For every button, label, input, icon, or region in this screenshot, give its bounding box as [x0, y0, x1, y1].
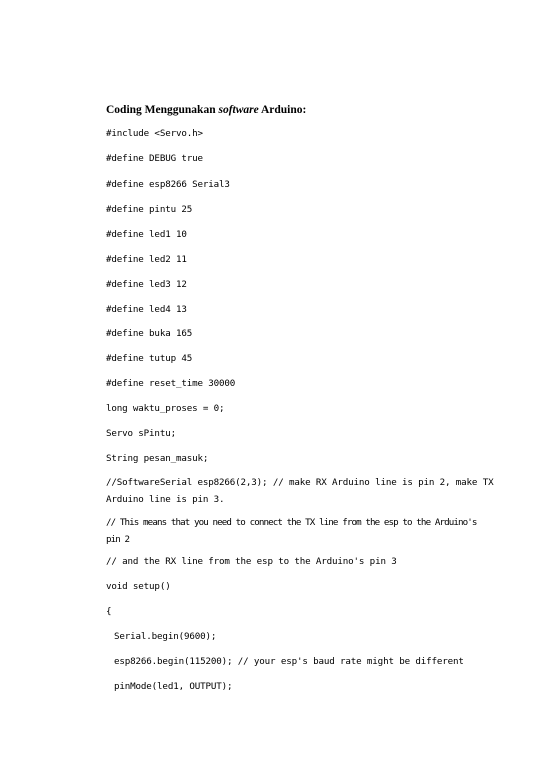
comment-tx-line-1: // This means that you need to connect the TX line from the esp to the Arduino's	[106, 517, 477, 528]
code-line-servo: Servo sPintu;	[106, 428, 176, 439]
code-line-define-pintu: #define pintu 25	[106, 204, 193, 215]
comment-tx-line-2: pin 2	[106, 534, 130, 545]
comment-rx-line: // and the RX line from the esp to the Arduino's pin 3	[106, 556, 397, 567]
code-line-define-debug: #define DEBUG true	[106, 153, 203, 164]
code-line-define-led3: #define led3 12	[106, 279, 187, 290]
code-line-define-reset-time: #define reset_time 30000	[106, 378, 236, 389]
code-line-define-esp8266: #define esp8266 Serial3	[106, 179, 230, 190]
code-line-define-buka: #define buka 165	[106, 328, 193, 339]
heading-suffix: Arduino:	[258, 104, 307, 116]
comment-tx-line	[106, 514, 486, 548]
code-line-include: #include <Servo.h>	[106, 128, 203, 139]
code-line-define-tutup: #define tutup 45	[106, 353, 193, 364]
code-line-serial-begin: Serial.begin(9600);	[114, 631, 217, 642]
code-line-waktu-proses: long waktu_proses = 0;	[106, 403, 225, 414]
code-line-void-setup: void setup()	[106, 581, 171, 592]
code-line-string: String pesan_masuk;	[106, 453, 209, 464]
code-line-esp-begin: esp8266.begin(115200); // your esp's baud rate might be different	[114, 656, 464, 667]
heading-prefix: Coding Menggunakan	[106, 104, 219, 116]
comment-softwareserial-line-2: Arduino line is pin 3.	[106, 494, 225, 505]
code-line-pinmode: pinMode(led1, OUTPUT);	[114, 681, 233, 692]
section-heading	[106, 104, 306, 116]
code-line-open-brace: {	[106, 606, 112, 617]
comment-softwareserial	[106, 474, 494, 508]
code-line-define-led2: #define led2 11	[106, 254, 187, 265]
code-line-define-led4: #define led4 13	[106, 304, 187, 315]
code-line-define-led1: #define led1 10	[106, 229, 187, 240]
comment-softwareserial-line-1: //SoftwareSerial esp8266(2,3); // make RX Arduino line is pin 2, make TX	[106, 477, 494, 488]
heading-italic-word: software	[218, 104, 259, 116]
